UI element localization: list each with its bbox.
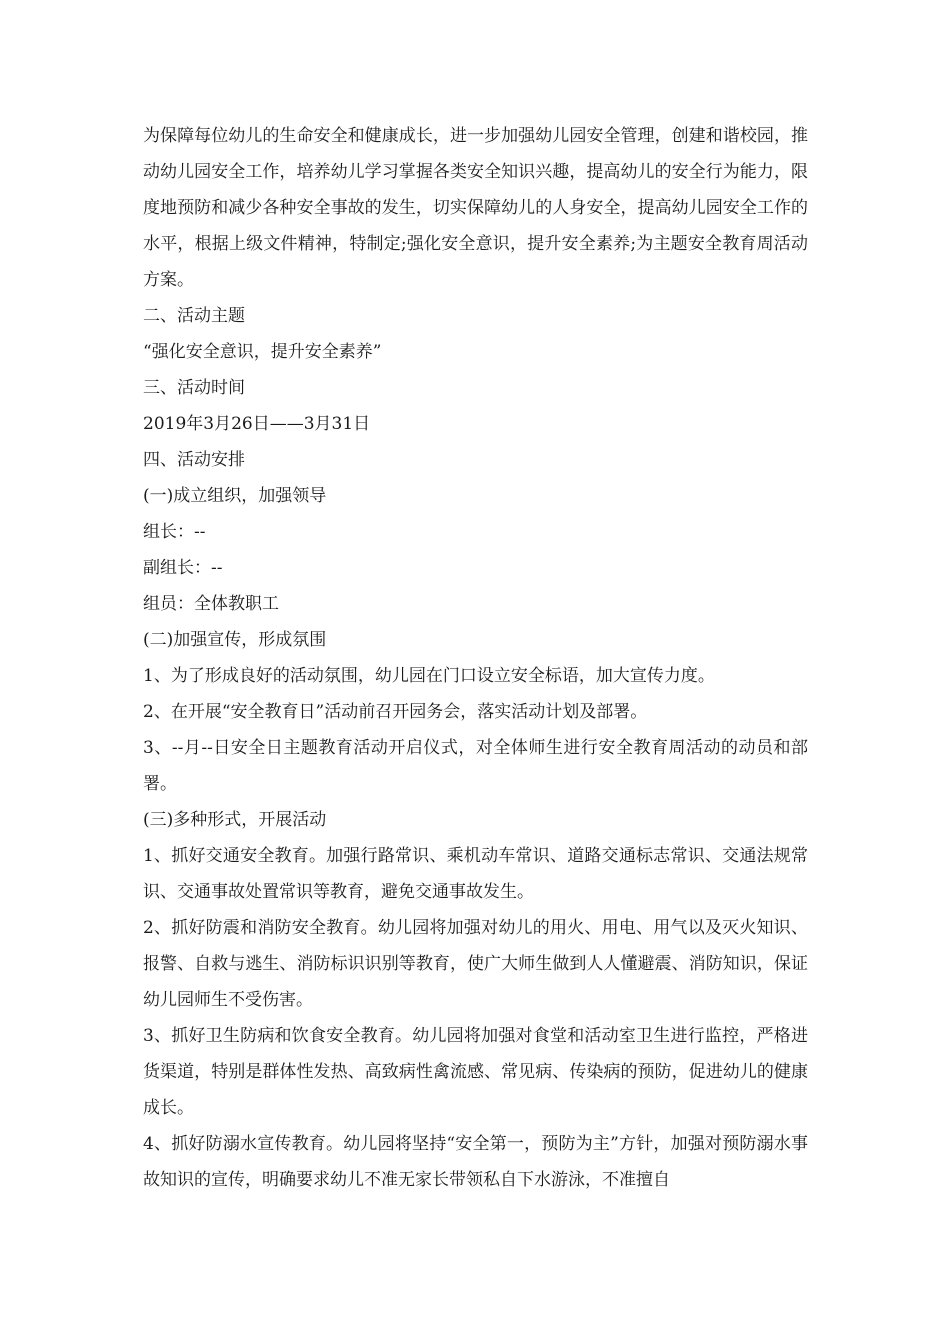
theme-text: “强化安全意识，提升安全素养” [143, 342, 382, 362]
subheading-publicity: (二)加强宣传，形成氛围 [143, 630, 327, 650]
activity-item-3: 3、抓好卫生防病和饮食安全教育。幼儿园将加强对食堂和活动室卫生进行监控，严格进货渠道，特别是群体性发热、高致病性禽流感、常见病、传染病的预防，促进幼儿的健康成长。 [143, 1026, 808, 1118]
time-text: 2019年3月26日——3月31日 [143, 414, 371, 434]
deputy-leader-line: 副组长：-- [143, 558, 223, 578]
activity-item-4: 4、抓好防溺水宣传教育。幼儿园将坚持“安全第一，预防为主”方针，加强对预防溺水事故知识的宣传，明确要求幼儿不准无家长带领私自下水游泳，不准擅自 [143, 1134, 808, 1190]
publicity-item-3: 3、--月--日安全日主题教育活动开启仪式，对全体师生进行安全教育周活动的动员和部署。 [143, 738, 808, 794]
leader-line: 组长：-- [143, 522, 206, 542]
subheading-activities: (三)多种形式，开展活动 [143, 810, 327, 830]
intro-paragraph: 为保障每位幼儿的生命安全和健康成长，进一步加强幼儿园安全管理，创建和谐校园，推动幼儿园安全工作，培养幼儿学习掌握各类安全知识兴趣，提高幼儿的安全行为能力，限度地预防和减少各种安全事故的发生，切实保障幼儿的人身安全，提高幼儿园安全工作的水平，根据上级文件精神，特制定;强化安全意识，提升安全素养;为主题安全教育周活动方案。 [143, 126, 808, 290]
activity-item-2: 2、抓好防震和消防安全教育。幼儿园将加强对幼儿的用火、用电、用气以及灭火知识、报警、自救与逃生、消防标识识别等教育，使广大师生做到人人懂避震、消防知识，保证幼儿园师生不受伤害。 [143, 918, 808, 1010]
subheading-organization: (一)成立组织，加强领导 [143, 486, 327, 506]
publicity-item-2: 2、在开展“安全教育日”活动前召开园务会，落实活动计划及部署。 [143, 702, 648, 722]
section-heading-time: 三、活动时间 [143, 378, 245, 398]
members-line: 组员：全体教职工 [143, 594, 279, 614]
activity-item-1: 1、抓好交通安全教育。加强行路常识、乘机动车常识、道路交通标志常识、交通法规常识、交通事故处置常识等教育，避免交通事故发生。 [143, 846, 808, 902]
section-heading-arrangement: 四、活动安排 [143, 450, 245, 470]
publicity-item-1: 1、为了形成良好的活动氛围，幼儿园在门口设立安全标语，加大宣传力度。 [143, 666, 715, 686]
document-page [143, 118, 808, 1198]
section-heading-theme: 二、活动主题 [143, 306, 245, 326]
